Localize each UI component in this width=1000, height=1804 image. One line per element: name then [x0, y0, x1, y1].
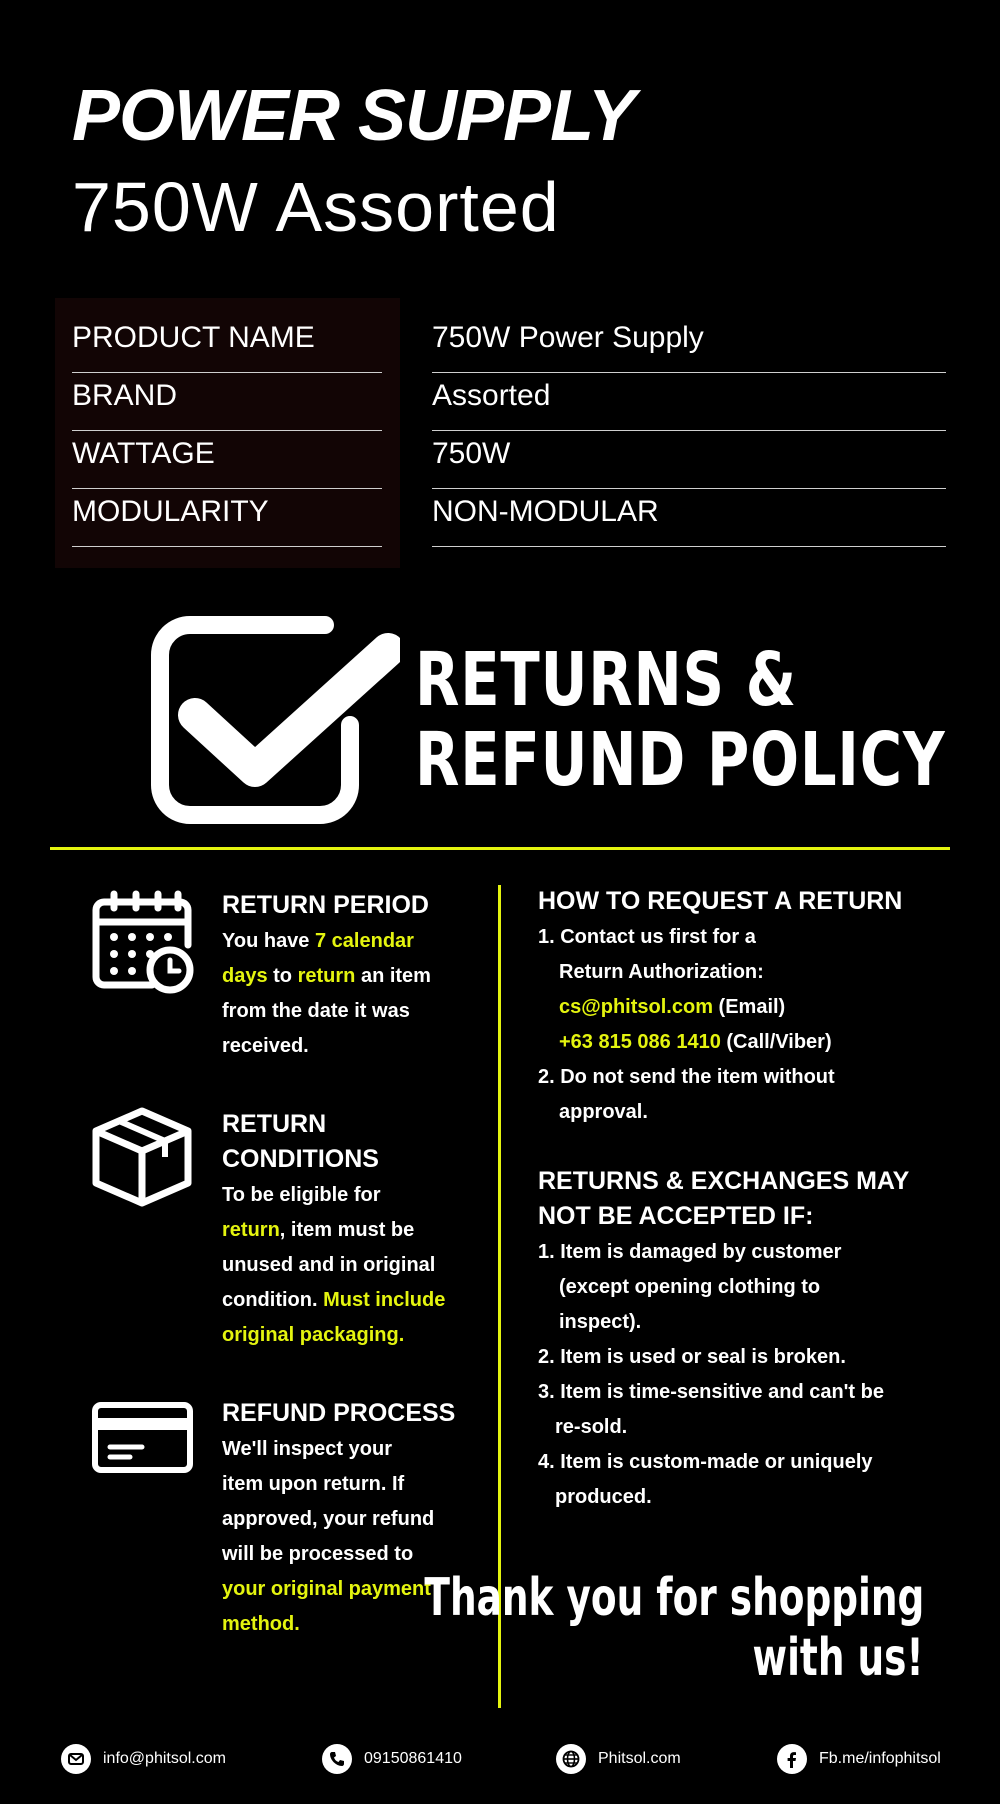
footer-email-text: info@phitsol.com [103, 1750, 226, 1767]
how-to-step: 2. Do not send the item without [538, 1066, 835, 1088]
facebook-icon [777, 1744, 807, 1774]
spec-value: NON-MODULAR [432, 488, 946, 547]
phone-icon [322, 1744, 352, 1774]
return-conditions-line [222, 1283, 445, 1318]
return-conditions-heading: RETURN [222, 1110, 327, 1138]
footer-website[interactable] [556, 1743, 681, 1775]
thank-you-line2: with us! [752, 1628, 924, 1688]
how-to-step: 1. Contact us first for a [538, 926, 756, 948]
not-accepted-item: 3. Item is time-sensitive and can't be [538, 1381, 884, 1403]
policy-title-line1: RETURNS & [415, 637, 797, 723]
how-to-step: approval. [559, 1101, 648, 1123]
refund-process-line: We'll inspect your [222, 1438, 392, 1460]
not-accepted-item: produced. [555, 1486, 652, 1508]
text: (Call/Viber) [720, 1031, 832, 1053]
spec-row [0, 314, 1000, 372]
not-accepted-item: 1. Item is damaged by customer [538, 1241, 842, 1263]
return-period-line [222, 924, 414, 959]
contact-email-link[interactable]: cs@phitsol.com [559, 996, 713, 1018]
text: (Email) [712, 996, 786, 1018]
not-accepted-item: 4. Item is custom-made or uniquely [538, 1451, 873, 1473]
globe-icon [556, 1744, 586, 1774]
contact-phone-link[interactable]: +63 815 086 1410 [559, 1031, 721, 1053]
footer-facebook-text: Fb.me/infophitsol [819, 1750, 941, 1767]
return-period-line: received. [222, 1035, 309, 1057]
return-period-line [222, 959, 431, 994]
thank-you-line1: Thank you for shopping [424, 1568, 924, 1628]
footer-phone-text: 09150861410 [364, 1750, 462, 1767]
how-to-heading: HOW TO REQUEST A RETURN [538, 887, 903, 915]
page-subtitle: 750W Assorted [72, 168, 560, 246]
page-title: POWER SUPPLY [72, 76, 635, 156]
text: condition. [222, 1289, 324, 1311]
accent-divider [50, 847, 950, 850]
not-accepted-heading: NOT BE ACCEPTED IF: [538, 1202, 814, 1230]
footer-website-text: Phitsol.com [598, 1750, 681, 1767]
return-conditions-line [222, 1213, 414, 1248]
footer-email[interactable] [61, 1743, 226, 1775]
spec-value: 750W [432, 430, 946, 489]
text: to [267, 965, 298, 987]
calendar-clock-icon [90, 890, 195, 995]
text: You have [222, 930, 315, 952]
refund-process-line: item upon return. If [222, 1473, 405, 1495]
return-conditions-heading: CONDITIONS [222, 1145, 379, 1173]
thank-you-message [424, 1568, 924, 1698]
not-accepted-item: 2. Item is used or seal is broken. [538, 1346, 846, 1368]
text: , item must be [279, 1219, 415, 1241]
refund-process-line: approved, your refund [222, 1508, 435, 1530]
spec-label: MODULARITY [72, 488, 382, 547]
box-icon [90, 1105, 195, 1210]
text: an item [355, 965, 431, 987]
contact-email-line [559, 990, 785, 1025]
how-to-step: Return Authorization: [559, 961, 764, 983]
return-period-line: from the date it was [222, 1000, 410, 1022]
credit-card-icon [90, 1390, 195, 1495]
spec-label: BRAND [72, 372, 382, 431]
refund-process-heading: REFUND PROCESS [222, 1399, 456, 1427]
mail-icon [61, 1744, 91, 1774]
spec-value: 750W Power Supply [432, 314, 946, 373]
highlight-text: return [297, 965, 356, 987]
highlight-text: return [222, 1219, 280, 1241]
policy-title [415, 637, 946, 803]
spec-label: PRODUCT NAME [72, 314, 382, 373]
highlight-text: Must include [323, 1289, 446, 1311]
refund-process-line: method. [222, 1613, 300, 1635]
highlight-text: days [222, 965, 268, 987]
not-accepted-item: inspect). [559, 1311, 642, 1333]
checkbox-check-icon [150, 615, 400, 825]
return-period-heading: RETURN PERIOD [222, 891, 429, 919]
spec-row [0, 488, 1000, 546]
spec-row [0, 372, 1000, 430]
refund-process-line: will be processed to [222, 1543, 414, 1565]
refund-process-line: your original payment [222, 1578, 431, 1600]
highlight-text: 7 calendar [315, 930, 414, 952]
footer-facebook[interactable] [777, 1743, 941, 1775]
not-accepted-item: (except opening clothing to [559, 1276, 821, 1298]
spec-value: Assorted [432, 372, 946, 431]
footer-phone[interactable] [322, 1743, 462, 1775]
return-conditions-line: unused and in original [222, 1254, 436, 1276]
spec-label: WATTAGE [72, 430, 382, 489]
not-accepted-heading: RETURNS & EXCHANGES MAY [538, 1167, 910, 1195]
contact-phone-line [559, 1025, 832, 1060]
policy-title-line2: REFUND POLICY [415, 717, 946, 803]
return-conditions-line: original packaging. [222, 1324, 405, 1346]
spec-row [0, 430, 1000, 488]
not-accepted-item: re-sold. [555, 1416, 628, 1438]
return-conditions-line: To be eligible for [222, 1184, 381, 1206]
